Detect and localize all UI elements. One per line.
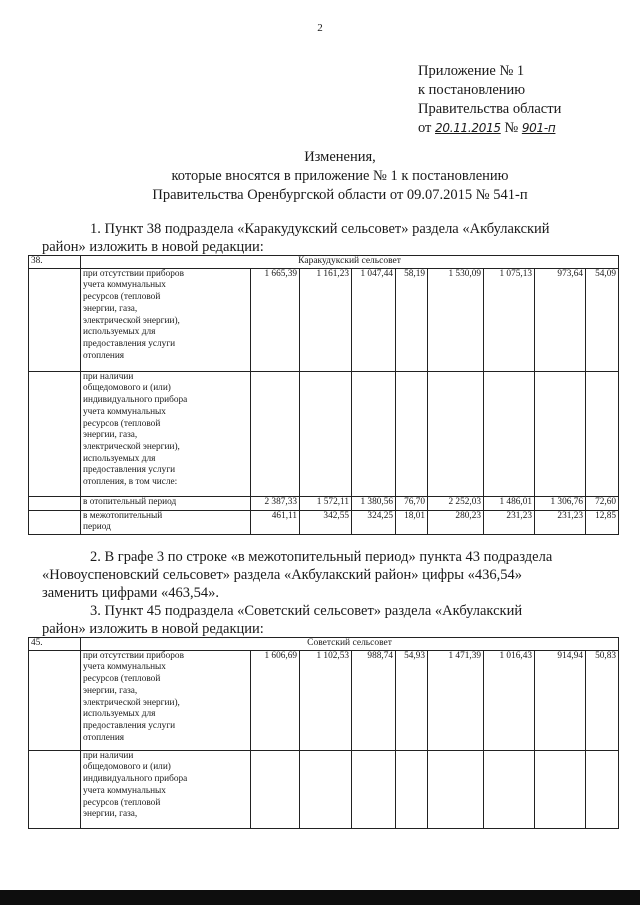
cell-value: 1 380,56 — [352, 496, 396, 510]
handwritten-number: 901-п — [521, 121, 556, 135]
title-line: Изменения, — [304, 149, 376, 165]
cell-value: 72,60 — [586, 496, 619, 510]
paragraph-1 — [42, 220, 590, 256]
cell-value: 280,23 — [428, 510, 484, 534]
title-line: которые вносятся в приложение № 1 к постановлению — [171, 168, 509, 184]
table-row — [29, 510, 619, 534]
cell-value: 2 387,33 — [251, 496, 300, 510]
paragraph-2 — [42, 548, 590, 602]
table-row — [29, 496, 619, 510]
table-karakuduk — [28, 255, 619, 535]
row-description: при наличии общедомового и (или) индивидуального прибора учета коммунальных ресурсов (тепловой энергии, газа, электрической энергии), используемых для предоставления услуги отопления, в том числе: — [81, 371, 251, 496]
section-name: Советский сельсовет — [81, 638, 619, 651]
table-row — [29, 268, 619, 371]
paragraph-line: 1. Пункт 38 подраздела «Каракудукский сельсовет» раздела «Акбулакский — [90, 221, 550, 237]
paragraph-line: «Новоуспеновский сельсовет» раздела «Акбулакский район» цифры «436,54» — [42, 567, 523, 583]
paragraph-line: 3. Пункт 45 подраздела «Советский сельсовет» раздела «Акбулакский — [90, 603, 523, 619]
cell-value: 914,94 — [535, 650, 586, 750]
scan-edge-band — [0, 890, 640, 905]
row-description: при отсутствии приборов учета коммунальных ресурсов (тепловой энергии, газа, электрической энергии), используемых для предоставления услуги отопления — [81, 268, 251, 371]
cell-value: 54,09 — [586, 268, 619, 371]
table-row — [29, 650, 619, 750]
appendix-line: Правительства области — [418, 101, 562, 117]
cell-value: 973,64 — [535, 268, 586, 371]
appendix-line: к постановлению — [418, 82, 526, 98]
cell-value: 342,55 — [300, 510, 352, 534]
table-sovetsky — [28, 637, 619, 829]
cell-value: 1 606,69 — [251, 650, 300, 750]
cell-value: 2 252,03 — [428, 496, 484, 510]
page-number: 2 — [317, 22, 323, 34]
cell-value: 324,25 — [352, 510, 396, 534]
appendix-line: Приложение № 1 — [418, 63, 525, 79]
table-row — [29, 371, 619, 496]
section-name: Каракудукский сельсовет — [81, 256, 619, 269]
paragraph-3 — [42, 602, 590, 638]
number-prefix: № — [504, 120, 519, 136]
cell-value: 54,93 — [396, 650, 428, 750]
cell-value: 1 075,13 — [484, 268, 535, 371]
table-row — [29, 750, 619, 828]
appendix-date-line — [418, 119, 618, 138]
paragraph-line: заменить цифрами «463,54». — [42, 585, 220, 601]
date-prefix: от — [418, 120, 432, 136]
handwritten-date: 20.11.2015 — [435, 121, 501, 135]
cell-value: 1 047,44 — [352, 268, 396, 371]
cell-value: 1 306,76 — [535, 496, 586, 510]
cell-value: 50,83 — [586, 650, 619, 750]
cell-value: 1 530,09 — [428, 268, 484, 371]
title-line: Правительства Оренбургской области от 09.07.2015 № 541-п — [152, 187, 528, 203]
row-description: при наличии общедомового и (или) индивидуального прибора учета коммунальных ресурсов (тепловой энергии, газа, — [81, 750, 251, 828]
row-number: 45. — [29, 638, 81, 651]
cell-value: 231,23 — [484, 510, 535, 534]
cell-value: 1 486,01 — [484, 496, 535, 510]
appendix-header — [418, 62, 618, 138]
row-description: в межотопительный период — [81, 510, 251, 534]
cell-value: 1 471,39 — [428, 650, 484, 750]
row-description: при отсутствии приборов учета коммунальных ресурсов (тепловой энергии, газа, электрической энергии), используемых для предоставления услуги отопления — [81, 650, 251, 750]
cell-value: 1 161,23 — [300, 268, 352, 371]
cell-value: 58,19 — [396, 268, 428, 371]
cell-value: 1 665,39 — [251, 268, 300, 371]
paragraph-line: район» изложить в новой редакции: — [42, 239, 264, 255]
cell-value: 461,11 — [251, 510, 300, 534]
document-title — [80, 148, 600, 205]
cell-value: 12,85 — [586, 510, 619, 534]
cell-value: 18,01 — [396, 510, 428, 534]
row-number: 38. — [29, 256, 81, 269]
cell-value: 231,23 — [535, 510, 586, 534]
row-description: в отопительный период — [81, 496, 251, 510]
paragraph-line: район» изложить в новой редакции: — [42, 621, 264, 637]
cell-value: 1 102,53 — [300, 650, 352, 750]
cell-value: 1 572,11 — [300, 496, 352, 510]
cell-value: 1 016,43 — [484, 650, 535, 750]
paragraph-line: 2. В графе 3 по строке «в межотопительный период» пункта 43 подраздела — [90, 549, 553, 565]
cell-value: 988,74 — [352, 650, 396, 750]
cell-value: 76,70 — [396, 496, 428, 510]
